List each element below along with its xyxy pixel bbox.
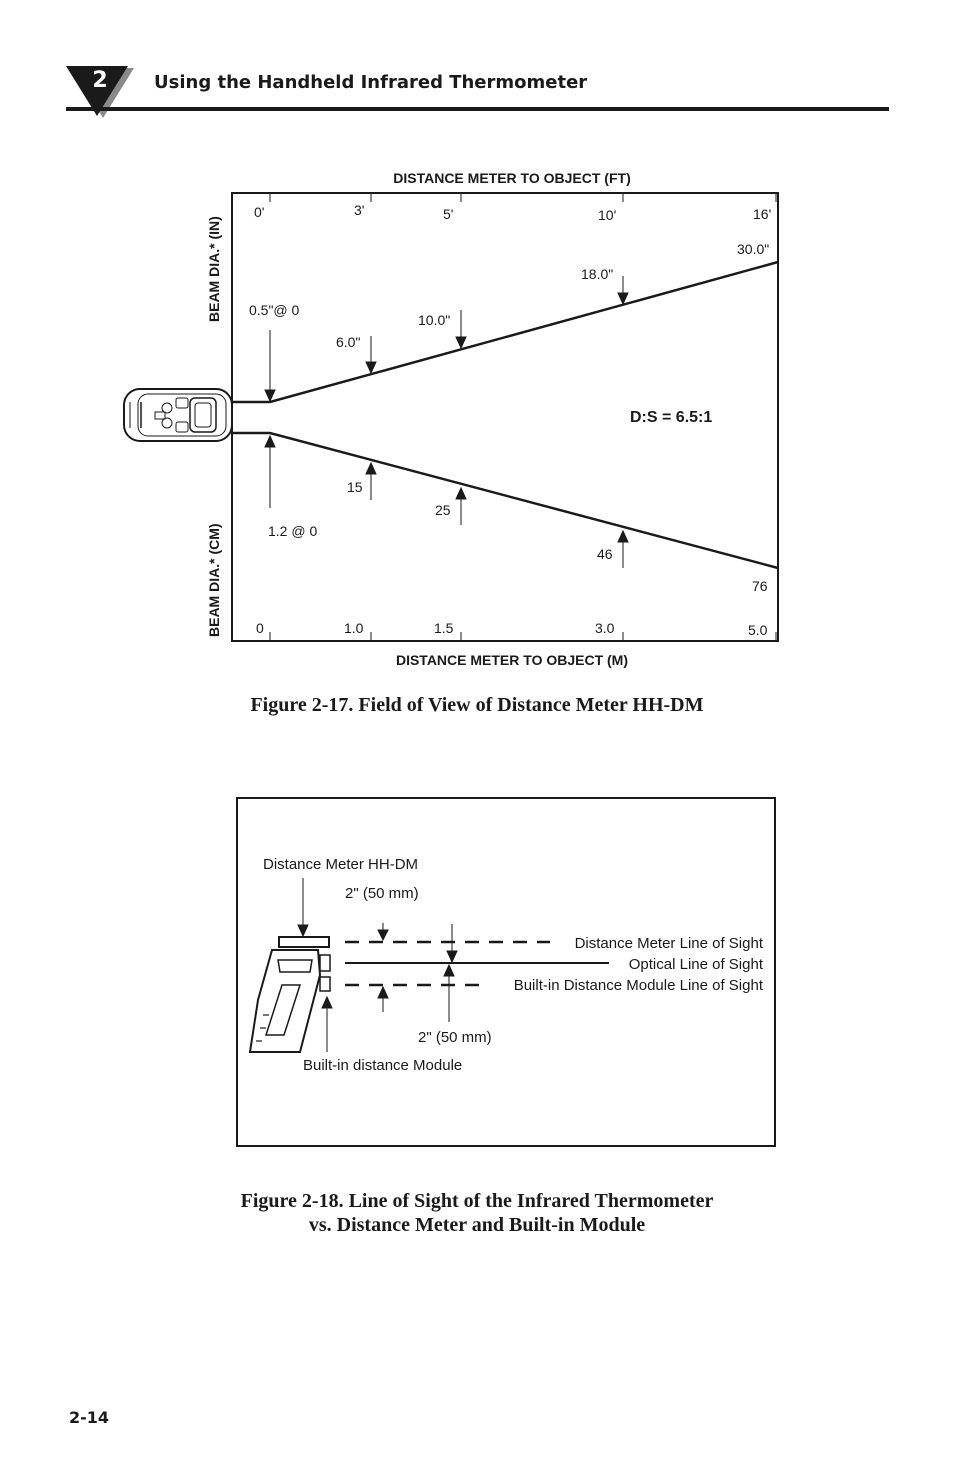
ft-tick-16: 16' <box>753 206 772 222</box>
page-number: 2-14 <box>69 1408 110 1427</box>
left-axis-title-in: BEAM DIA.* (IN) <box>206 216 222 322</box>
label-distance-meter-los: Distance Meter Line of Sight <box>574 935 763 952</box>
inch-label-18: 18.0" <box>581 266 614 282</box>
m-tick-3-0: 3.0 <box>595 620 615 636</box>
top-axis-title: DISTANCE METER TO OBJECT (FT) <box>393 170 631 186</box>
figure-2-17-caption: Figure 2-17. Field of View of Distance Meter HH-DM <box>250 694 704 716</box>
m-tick-5-0: 5.0 <box>748 622 768 638</box>
ft-tick-5: 5' <box>443 206 454 222</box>
m-tick-1-0: 1.0 <box>344 620 364 636</box>
figure-2-18-caption-line1: Figure 2-18. Line of Sight of the Infrared Thermometer <box>240 1190 714 1212</box>
label-builtin-los: Built-in Distance Module Line of Sight <box>513 977 763 994</box>
chapter-number: 2 <box>92 68 108 93</box>
bottom-axis-title: DISTANCE METER TO OBJECT (M) <box>395 652 629 668</box>
left-axis-title-cm: BEAM DIA.* (CM) <box>206 523 222 637</box>
ft-tick-marks <box>270 194 776 202</box>
page-header-title: Using the Handheld Infrared Thermometer <box>154 72 588 93</box>
inch-label-6: 6.0" <box>336 334 361 350</box>
ft-tick-0: 0' <box>254 204 265 220</box>
cm-label-15: 15 <box>347 479 363 495</box>
label-offset-top: 2" (50 mm) <box>345 885 419 902</box>
thermometer-icon <box>250 937 330 1052</box>
label-distance-meter: Distance Meter HH-DM <box>263 856 419 873</box>
figure-2-18-diagram <box>0 790 954 1160</box>
cm-label-1-2: 1.2 @ 0 <box>268 523 318 539</box>
label-builtin-module: Built-in distance Module <box>303 1057 463 1074</box>
m-tick-1-5: 1.5 <box>434 620 454 636</box>
figure-2-17-diagram <box>0 150 954 690</box>
offset-arrows <box>378 923 457 1022</box>
cm-label-25: 25 <box>435 502 451 518</box>
inch-label-30: 30.0" <box>737 241 770 257</box>
inch-label-0: 0.5"@ 0 <box>249 302 300 318</box>
distance-meter-device-icon <box>124 389 232 441</box>
m-tick-0: 0 <box>256 620 264 636</box>
label-optical-los: Optical Line of Sight <box>628 956 763 973</box>
cm-label-46: 46 <box>597 546 613 562</box>
inch-label-10: 10.0" <box>418 312 451 328</box>
header-rule <box>66 107 889 111</box>
ft-tick-3: 3' <box>354 202 365 218</box>
inch-arrows <box>265 276 628 401</box>
meter-pointer-arrow <box>298 878 308 936</box>
ft-tick-10: 10' <box>598 207 617 223</box>
label-offset-bottom: 2" (50 mm) <box>418 1029 492 1046</box>
ratio-label: D:S = 6.5:1 <box>630 409 713 426</box>
cm-label-76: 76 <box>752 578 768 594</box>
figure-2-18-caption-line2: vs. Distance Meter and Built-in Module <box>308 1214 646 1236</box>
module-pointer-arrow <box>322 997 332 1052</box>
